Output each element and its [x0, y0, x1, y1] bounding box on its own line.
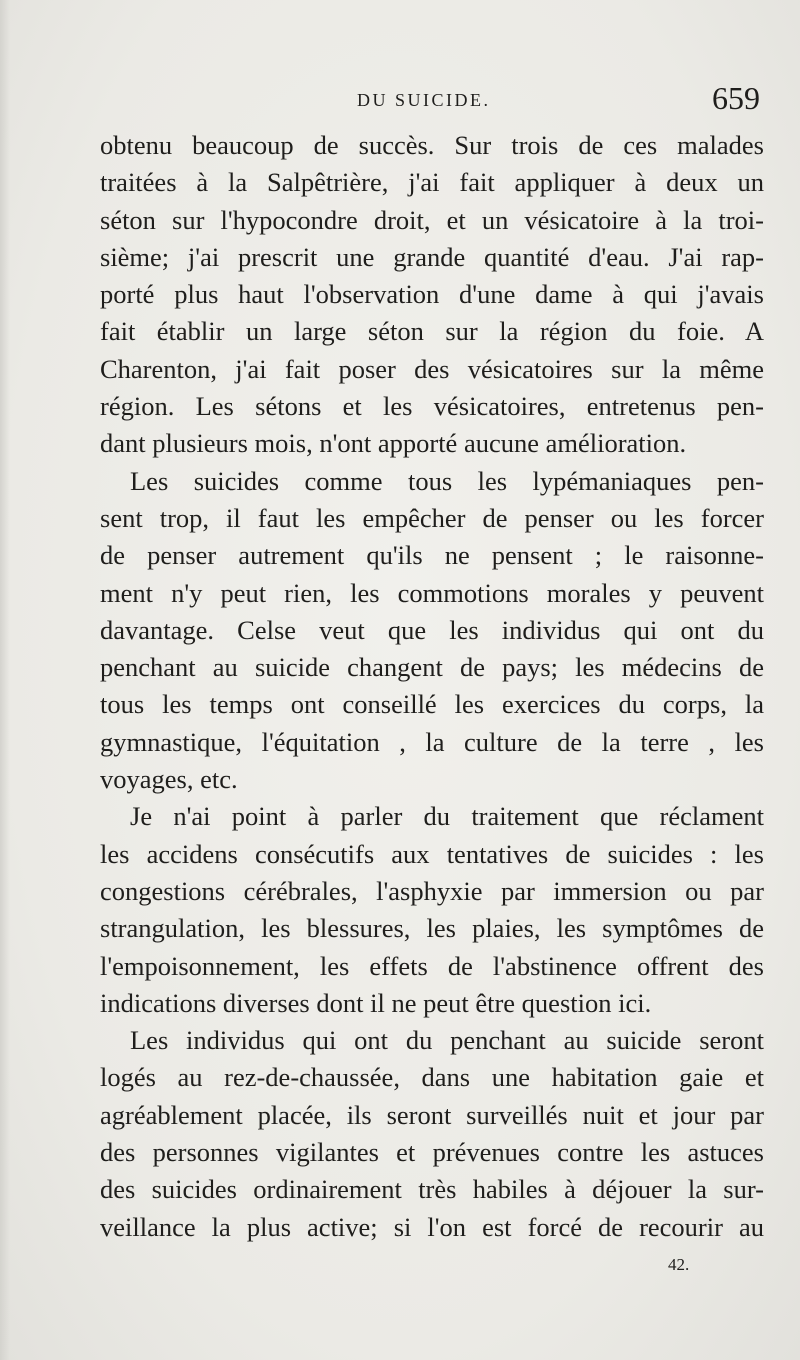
text-line: ment n'y peut rien, les commotions morales y peuvent [100, 577, 764, 608]
text-line: des personnes vigilantes et prévenues contre les astuces [100, 1137, 764, 1168]
text-line: les accidens consécutifs aux tentatives de suicides : les [100, 838, 764, 869]
text-line: strangulation, les blessures, les plaies, les symptômes de [100, 913, 764, 944]
text-line: dant plusieurs mois, n'ont apporté aucune amélioration. [100, 428, 687, 459]
text-line: fait établir un large séton sur la région du foie. A [100, 316, 764, 347]
text-line: Charenton, j'ai fait poser des vésicatoires sur la même [100, 353, 764, 384]
signature-mark: 42. [668, 1255, 690, 1274]
text-line: Les individus qui ont du penchant au suicide seront [130, 1025, 764, 1056]
text-line: obtenu beaucoup de succès. Sur trois de ces malades [100, 130, 764, 160]
text-line: des suicides ordinairement très habiles à déjouer la sur- [100, 1174, 764, 1205]
text-line: sent trop, il faut les empêcher de penser ou les forcer [100, 502, 764, 533]
text-line: gymnastique, l'équitation , la culture de la terre , les [100, 726, 764, 757]
text-line: de penser autrement qu'ils ne pensent ; le raisonne- [100, 540, 764, 571]
text-line: penchant au suicide changent de pays; les médecins de [100, 652, 764, 683]
page-gutter-shadow [0, 0, 10, 1360]
text-line: porté plus haut l'observation d'une dame à qui j'avais [100, 279, 764, 310]
text-line: Je n'ai point à parler du traitement que réclament [130, 801, 764, 832]
text-line: région. Les sétons et les vésicatoires, entretenus pen- [100, 391, 764, 422]
text-line: veillance la plus active; si l'on est forcé de recourir au [100, 1211, 764, 1242]
text-line: l'empoisonnement, les effets de l'abstinence offrent des [100, 950, 764, 981]
text-line: voyages, etc. [100, 764, 238, 795]
text-line: indications diverses dont il ne peut être question ici. [100, 987, 652, 1018]
page-number: 659 [712, 80, 760, 116]
text-line: tous les temps ont conseillé les exercices du corps, la [100, 689, 764, 720]
text-line: Les suicides comme tous les lypémaniaques pen- [130, 465, 764, 496]
text-line: davantage. Celse veut que les individus qui ont du [100, 614, 764, 645]
text-line: congestions cérébrales, l'asphyxie par immersion ou par [100, 875, 764, 906]
body-text [100, 127, 764, 1246]
text-line: sième; j'ai prescrit une grande quantité d'eau. J'ai rap- [100, 241, 764, 272]
text-line: logés au rez-de-chaussée, dans une habitation gaie et [100, 1062, 764, 1093]
text-line: traitées à la Salpêtrière, j'ai fait appliquer à deux un [100, 167, 764, 198]
running-title: DU SUICIDE. [357, 90, 491, 110]
text-line: agréablement placée, ils seront surveillés nuit et jour par [100, 1099, 764, 1130]
text-line: séton sur l'hypocondre droit, et un vésicatoire à la troi- [100, 204, 764, 235]
